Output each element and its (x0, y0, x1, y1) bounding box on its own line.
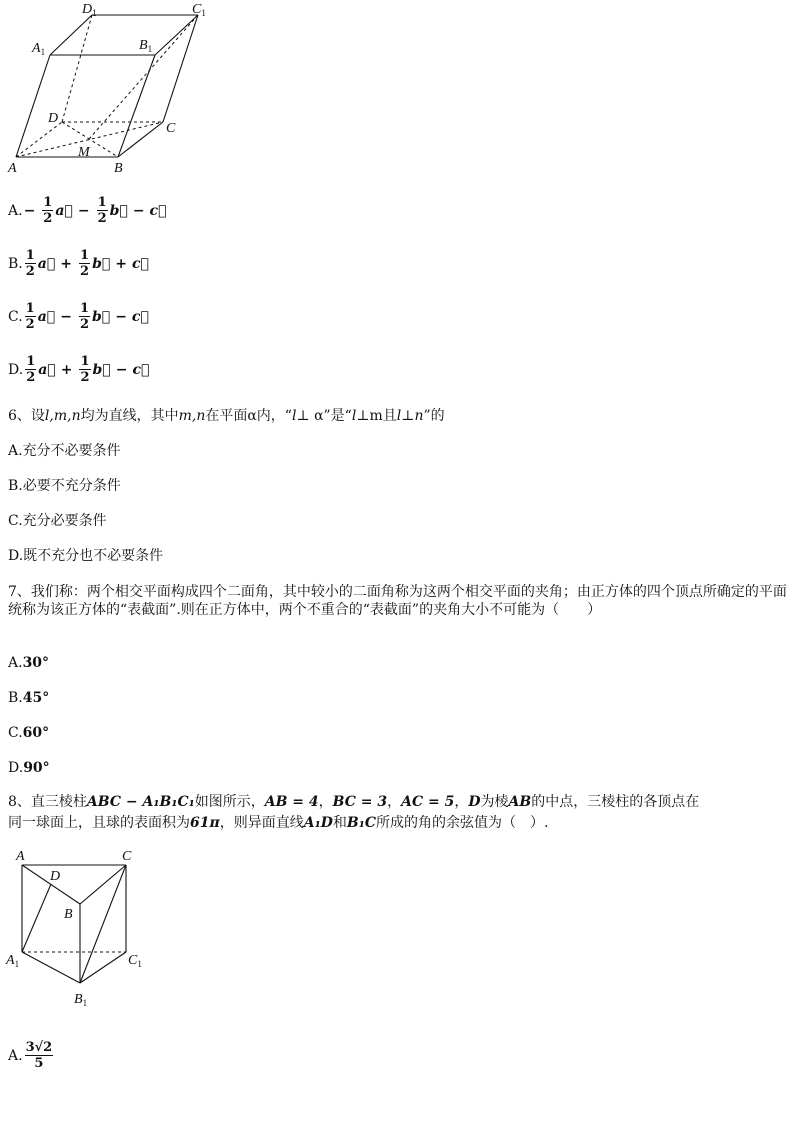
hidden-line-d-b (62, 122, 118, 157)
q8-option-a[interactable]: A. $\frac{3√2}{5}$ (8, 1040, 53, 1071)
line-a1-d (22, 884, 51, 952)
edge-b-c (80, 865, 126, 904)
label-d: D (50, 869, 61, 884)
label-m: M (78, 145, 90, 160)
label-a: A (8, 161, 17, 176)
label-b1: $B_1$ (74, 992, 88, 1008)
label-c: C (122, 849, 132, 864)
q6-option-a[interactable]: A.充分不必要条件 (8, 443, 121, 459)
triangular-prism-figure (0, 840, 160, 1015)
q8-stem-line1: 8、直三棱柱ABC − A₁B₁C₁如图所示，AB = 4，BC = 3，AC = 5，D为棱AB的中点，三棱柱的各顶点在 (8, 794, 700, 810)
q6-option-c[interactable]: C.充分必要条件 (8, 513, 107, 529)
line-b1-c (80, 865, 126, 983)
hidden-edge-a-d (16, 122, 62, 157)
label-a1: $A_1$ (32, 41, 46, 57)
hidden-line-m-c1 (89, 15, 198, 139)
hidden-edge-d1-d (62, 15, 92, 122)
q6-stem: 6、设l,m,n均为直线，其中m,n在平面α内，“l⊥ α”是“l⊥m且l⊥n”的 (8, 408, 445, 424)
label-b1: $B_1$ (139, 38, 153, 54)
label-c: C (166, 121, 176, 136)
q5-option-c[interactable]: C. $\frac{1}{2}$ a⃗ − $\frac{1}{2}$ b⃗ − c⃗ (8, 301, 149, 332)
parallelepiped-figure (0, 0, 220, 180)
edge-a1-d1 (50, 15, 92, 55)
label-b: B (114, 161, 123, 176)
label-d: D (48, 111, 59, 126)
label-b: B (64, 907, 73, 922)
q7-option-d[interactable]: D.90° (8, 760, 50, 776)
q7-option-a[interactable]: A.30° (8, 655, 50, 671)
q7-option-b[interactable]: B.45° (8, 690, 50, 706)
label-d1: $D_1$ (82, 2, 97, 18)
label-a1: $A_1$ (6, 953, 20, 969)
label-a: A (16, 849, 25, 864)
q7-option-c[interactable]: C.60° (8, 725, 50, 741)
q7-stem: 7、我们称：两个相交平面构成四个二面角，其中较小的二面角称为这两个相交平面的夹角；由正方体的四个顶点所确定的平面统称为该正方体的“表截面”.则在正方体中，两个不重合的“表截面”的夹角大小不可能为（ ） (8, 584, 787, 618)
q5-option-b[interactable]: B. $\frac{1}{2}$ a⃗ + $\frac{1}{2}$ b⃗ + c⃗ (8, 248, 149, 279)
q6-option-b[interactable]: B.必要不充分条件 (8, 478, 121, 494)
q6-option-d[interactable]: D.既不充分也不必要条件 (8, 548, 164, 564)
edge-a1-a (16, 55, 50, 157)
label-c1: $C_1$ (128, 953, 142, 969)
q8-stem-line2: 同一球面上，且球的表面积为61π，则异面直线A₁D和B₁C所成的角的余弦值为（ ）. (8, 815, 549, 831)
edge-a1-b1 (22, 952, 80, 983)
label-c1: $C_1$ (192, 2, 206, 18)
q5-option-a[interactable]: A. − $\frac{1}{2}$ a⃗ − $\frac{1}{2}$ b⃗ − c⃗ (8, 195, 167, 226)
edge-b1-c1 (80, 952, 126, 983)
q5-option-d[interactable]: D. $\frac{1}{2}$ a⃗ + $\frac{1}{2}$ b⃗ − c⃗ (8, 354, 150, 385)
